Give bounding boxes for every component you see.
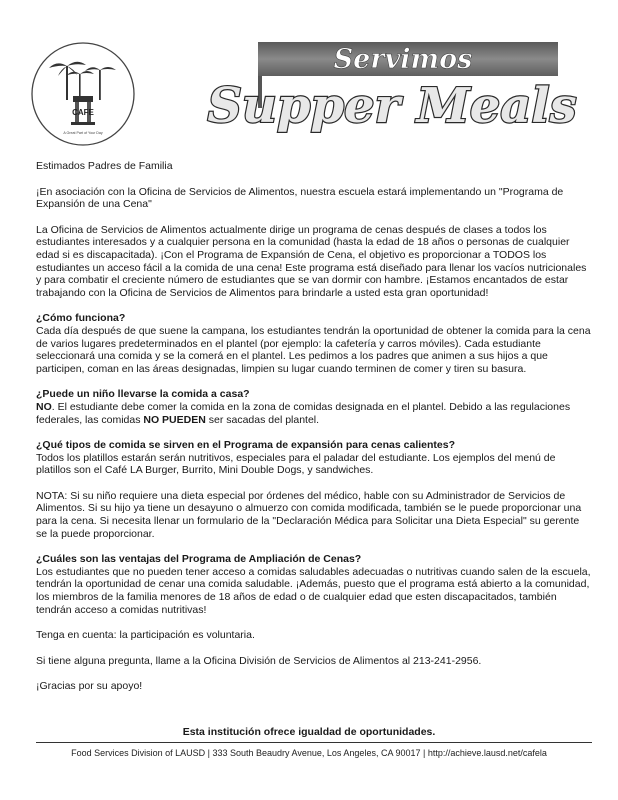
- faq-how-it-works: [36, 312, 592, 375]
- contact-paragraph: Si tiene alguna pregunta, llame a la Oficina División de Servicios de Alimentos al 213-241-2956.: [36, 654, 482, 667]
- program-paragraph: La Oficina de Servicios de Alimentos actualmente dirige un programa de cenas después de clases a todos los estudiantes interesados y a cualquier persona en la comunidad (hasta la edad de 18 años o personas de cualquier edad si es discapacitada). ¡Con el Programa de Expansión de Cena, el objetivo es proporcionar a TODOS los estudiantes un acceso fácil a la comida de una cena! Este programa está diseñado para llenar los vacíos nutricionales y para combatir el creciente número de estudiantes que se van dormir con hambre. ¡Estamos encantados de estar trabajando con la Oficina de Servicios de Alimentos para brindarle a usted esta gran oportunidad!: [36, 223, 587, 299]
- question-heading: ¿Puede un niño llevarse la comida a casa?: [36, 388, 250, 401]
- question-heading: ¿Qué tipos de comida se sirven en el Programa de expansión para cenas calientes?: [36, 439, 455, 452]
- greeting: Estimados Padres de Familia: [36, 160, 173, 172]
- supper-meals-banner: [196, 36, 588, 144]
- answer-text: Cada día después de que suene la campana, los estudiantes tendrán la oportunidad de obtener la comida para la cena de varios lugares predeterminados en el plantel (por ejemplo: la cafetería y carros móviles). Cada estudiante seleccionará una comida y se la comerá en el plantel. Les pedimos a los padres que animen a sus hijos a que participen, coman en las áreas designadas, limpien su lugar cuando terminen de comer y tiren su basura.: [36, 324, 591, 375]
- letter-body: [36, 160, 592, 706]
- faq-take-home: [36, 388, 592, 426]
- note-paragraph: NOTA: Si su niño requiere una dieta especial por órdenes del médico, hable con su Administrador de Servicios de Alimentos. Si su hijo ya tiene un desayuno o almuerzo con comida modificada, también se le puede proporcionar una para la cena. Si necesita llenar un formulario de la "Declaración Médica para Solicitar una Dieta Especial" su gerente se la puede proporcionar.: [36, 489, 582, 540]
- faq-advantages: [36, 553, 592, 616]
- equal-opportunity-statement: Esta institución ofrece igualdad de oportunidades.: [182, 726, 436, 738]
- footer-address: Food Services Division of LAUSD | 333 South Beaudry Avenue, Los Angeles, CA 90017 | http://achieve.lausd.net/cafela: [71, 748, 547, 758]
- question-heading: ¿Cómo funciona?: [36, 312, 126, 325]
- cafe-logo: [29, 40, 137, 148]
- banner-title-servimos: Servimos: [333, 44, 473, 75]
- answer-no: NO: [36, 400, 52, 413]
- banner-graphic: [196, 36, 588, 144]
- answer-text-end: ser sacadas del plantel.: [205, 413, 320, 426]
- logo-brand-text: CAFE: [72, 108, 94, 117]
- intro-paragraph: ¡En asociación con la Oficina de Servicios de Alimentos, nuestra escuela estará implementando un "Programa de Expansión de una Cena": [36, 185, 564, 211]
- answer-text: Todos los platillos estarán serán nutritivos, especiales para el paladar del estudiante. Los ejemplos del menú de platillos son el Café LA Burger, Burrito, Mini Double Dogs, y sandwiches.: [36, 451, 556, 477]
- thanks-closing: ¡Gracias por su apoyo!: [36, 680, 143, 693]
- footer-divider: [36, 742, 592, 743]
- answer-emphasis: NO PUEDEN: [143, 413, 206, 426]
- answer-text: Los estudiantes que no pueden tener acceso a comidas saludables adecuadas o nutritivas cuando salen de la escuela, tendrán la oportunidad de cenar una comida saludable. ¡Además, puesto que el programa está abierto a la comunidad, los miembros de la familia menores de 18 años de edad o de cualquier edad que esten discapacitados, también tendrán acceso a comidas nutritivas!: [36, 565, 591, 616]
- logo-tagline-text: A Great Part of Your Day: [63, 131, 103, 135]
- banner-title-supper-meals: Supper Meals: [207, 78, 577, 134]
- voluntary-note: Tenga en cuenta: la participación es voluntaria.: [36, 629, 255, 642]
- faq-food-types: [36, 439, 592, 477]
- question-heading: ¿Cuáles son las ventajas del Programa de Ampliación de Cenas?: [36, 553, 362, 566]
- answer-text: . El estudiante debe comer la comida en la zona de comidas designada en el plantel. Debido a las regulaciones federales, las comidas: [36, 400, 571, 426]
- cafe-logo-graphic: [29, 40, 137, 148]
